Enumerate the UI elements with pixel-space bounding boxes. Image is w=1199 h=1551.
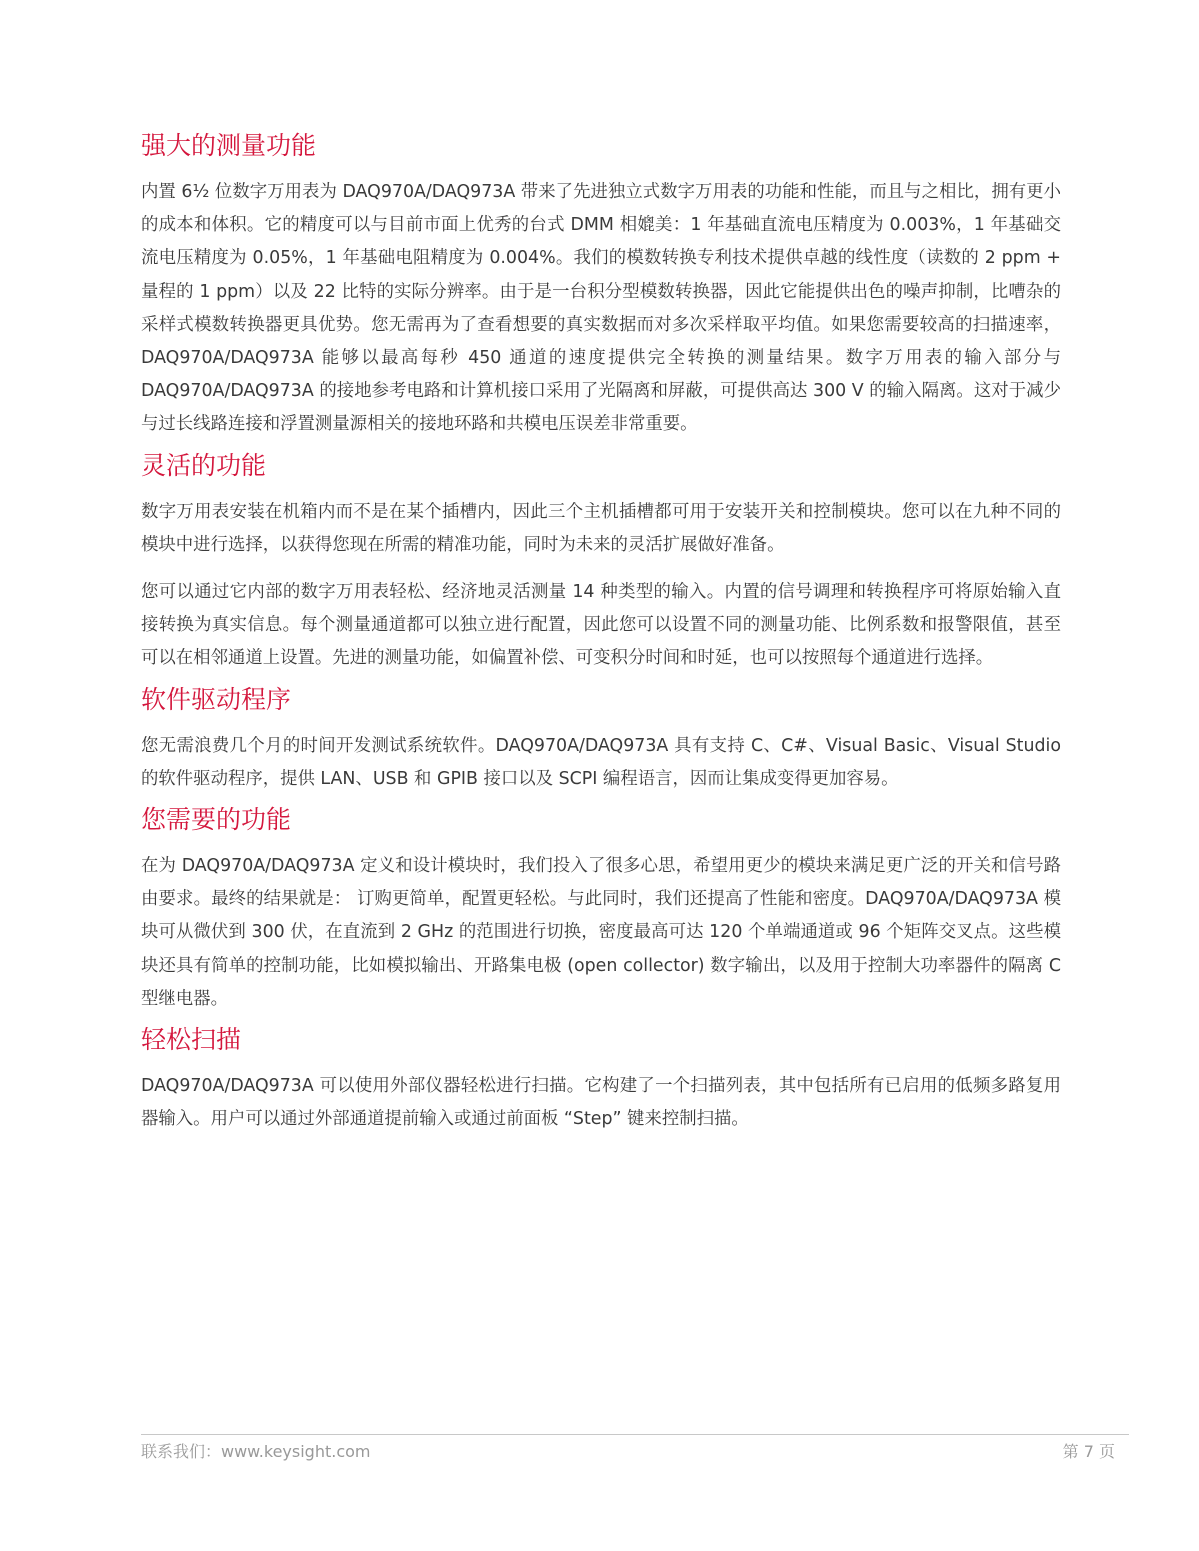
section-heading: 软件驱动程序	[141, 684, 292, 714]
section-software-drivers	[141, 682, 1061, 796]
section-heading: 轻松扫描	[141, 1025, 242, 1055]
section-heading: 您需要的功能	[141, 805, 292, 835]
section-paragraph: 内置 6½ 位数字万用表为 DAQ970A/DAQ973A 带来了先进独立式数字万用表的功能和性能，而且与之相比，拥有更小的成本和体积。它的精度可以与目前市面上优秀的台式 DMM 相媲美：1 年基础直流电压精度为 0.003%，1 年基础交流电压精度为 0.05%，1 年基础电阻精度为 0.004%。我们的模数转换专利技术提供卓越的线性度（读数的 2 ppm + 量程的 1 ppm）以及 22 比特的实际分辨率。由于是一台积分型模数转换器，因此它能提供出色的噪声抑制，比嘈杂的采样式模数转换器更具优势。您无需再为了查看想要的真实数据而对多次采样取平均值。如果您需要较高的扫描速率，DAQ970A/DAQ973A 能够以最高每秒 450 通道的速度提供完全转换的测量结果。数字万用表的输入部分与 DAQ970A/DAQ973A 的接地参考电路和计算机接口采用了光隔离和屏蔽，可提供高达 300 V 的输入隔离。这对于减少与过长线路连接和浮置测量源相关的接地环路和共模电压误差非常重要。	[141, 182, 1061, 435]
section-needed-features	[141, 802, 1061, 1016]
section-measurement	[141, 128, 1061, 442]
footer-page-number: 第 7 页	[1062, 1442, 1115, 1461]
section-paragraph: 在为 DAQ970A/DAQ973A 定义和设计模块时，我们投入了很多心思，希望用更少的模块来满足更广泛的开关和信号路由要求。最终的结果就是： 订购更简单，配置更轻松。与此同时，我们还提高了性能和密度。DAQ970A/DAQ973A 模块可从微伏到 300 伏，在直流到 2 GHz 的范围进行切换，密度最高可达 120 个单端通道或 96 个矩阵交叉点。这些模块还具有简单的控制功能，比如模拟输出、开路集电极 (open collector) 数字输出，以及用于控制大功率器件的隔离 C 型继电器。	[141, 856, 1061, 1009]
section-paragraph: 数字万用表安装在机箱内而不是在某个插槽内，因此三个主机插槽都可用于安装开关和控制模块。您可以在九种不同的模块中进行选择，以获得您现在所需的精准功能，同时为未来的灵活扩展做好准备。	[141, 501, 1061, 555]
section-heading: 强大的测量功能	[141, 131, 317, 160]
footer-divider	[141, 1434, 1129, 1435]
document-body	[141, 128, 1061, 1136]
section-paragraph: 您无需浪费几个月的时间开发测试系统软件。DAQ970A/DAQ973A 具有支持 C、C#、Visual Basic、Visual Studio 的软件驱动程序，提供 LAN、USB 和 GPIB 接口以及 SCPI 编程语言，因而让集成变得更加容易。	[141, 735, 1061, 789]
section-heading: 灵活的功能	[141, 450, 267, 480]
section-paragraph: 您可以通过它内部的数字万用表轻松、经济地灵活测量 14 种类型的输入。内置的信号调理和转换程序可将原始输入直接转换为真实信息。每个测量通道都可以独立进行配置，因此您可以设置不同的测量功能、比例系数和报警限值，甚至可以在相邻通道上设置。先进的测量功能，如偏置补偿、可变积分时间和时延，也可以按照每个通道进行选择。	[141, 582, 1061, 669]
section-paragraph: DAQ970A/DAQ973A 可以使用外部仪器轻松进行扫描。它构建了一个扫描列表，其中包括所有已启用的低频多路复用器输入。用户可以通过外部通道提前输入或通过前面板 “Step” 键来控制扫描。	[141, 1076, 1061, 1130]
section-flexible	[141, 448, 1061, 676]
footer-contact: 联系我们：www.keysight.com	[141, 1442, 371, 1461]
section-easy-scan	[141, 1022, 1061, 1136]
